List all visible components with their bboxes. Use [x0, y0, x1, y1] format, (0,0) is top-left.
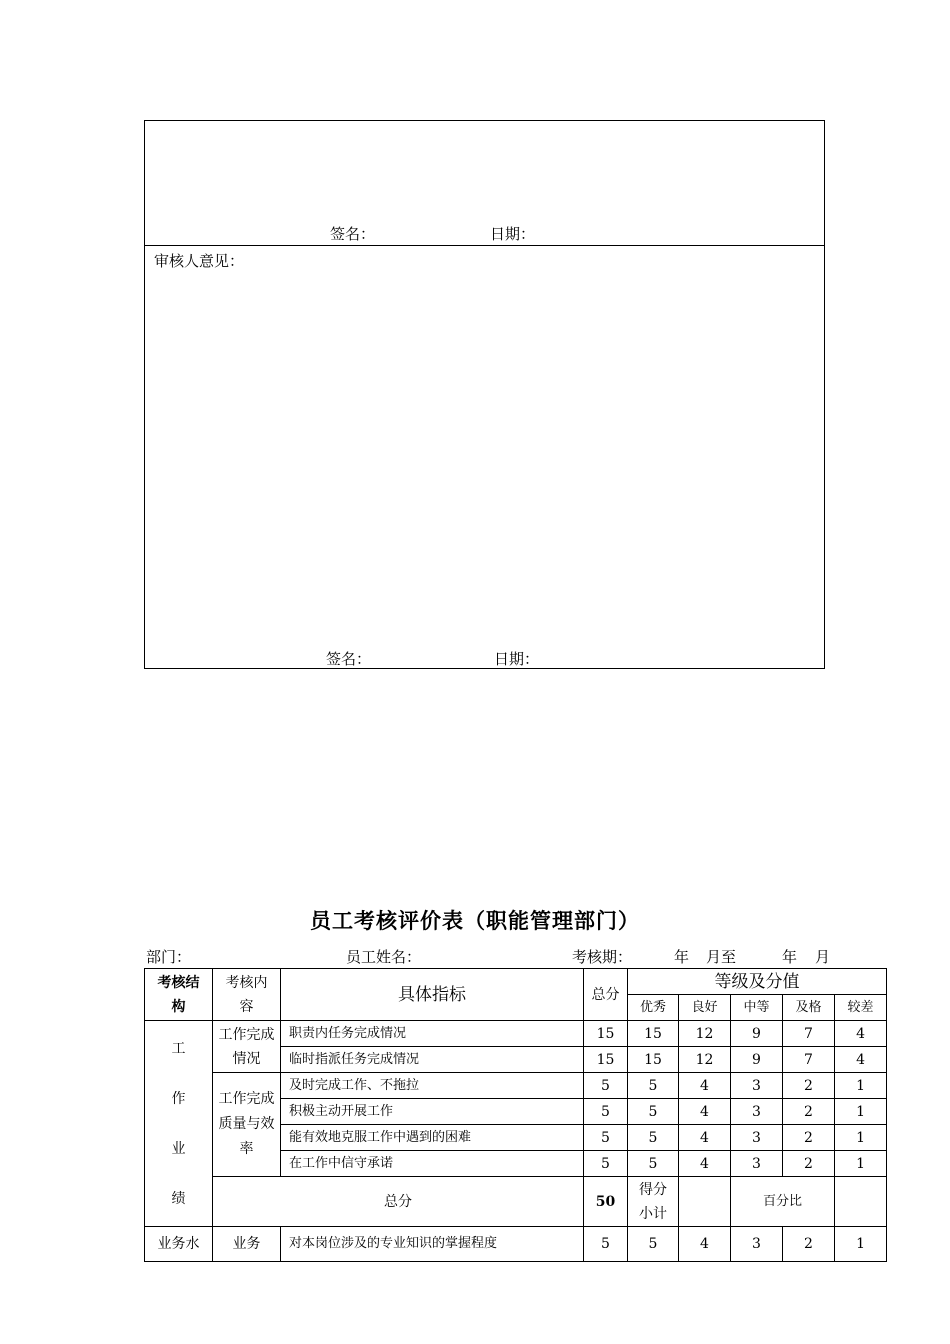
period-month-1: 月至: [706, 948, 737, 966]
period-month-2: 月: [815, 948, 831, 966]
grade-cell: 2: [783, 1227, 835, 1262]
grade-cell: 3: [731, 1227, 783, 1262]
header-indicator: 具体指标: [281, 969, 584, 1021]
grade-excellent: 优秀: [628, 995, 679, 1021]
grade-cell: 7: [783, 1021, 835, 1047]
grade-cell: 12: [679, 1047, 731, 1073]
subtotal-value: [679, 1177, 731, 1227]
subtotal-label: 得分小计: [628, 1177, 679, 1227]
header-row-1: [145, 969, 887, 995]
grade-cell: 5: [628, 1099, 679, 1125]
header-content: 考核内容: [213, 969, 281, 1021]
sig-label-1: 签名：: [330, 225, 376, 243]
grade-cell: 4: [835, 1047, 887, 1073]
header-total: 总分: [584, 969, 628, 1021]
grade-cell: 3: [731, 1125, 783, 1151]
grade-cell: 4: [679, 1099, 731, 1125]
total-cell: 15: [584, 1021, 628, 1047]
period-label: 考核期：: [572, 948, 633, 966]
sum-label: 总分: [213, 1177, 584, 1227]
date-label-1: 日期：: [490, 225, 536, 243]
grade-cell: 4: [835, 1021, 887, 1047]
grade-cell: 3: [731, 1099, 783, 1125]
grade-cell: 7: [783, 1047, 835, 1073]
grade-cell: 1: [835, 1125, 887, 1151]
grade-cell: 1: [835, 1151, 887, 1177]
sig-label-2: 签名：: [326, 650, 372, 668]
grade-cell: 4: [679, 1125, 731, 1151]
grade-cell: 2: [783, 1099, 835, 1125]
grade-cell: 5: [628, 1125, 679, 1151]
sum-row: [145, 1177, 887, 1227]
group-completion: 工作完成情况: [213, 1021, 281, 1073]
grade-cell: 4: [679, 1227, 731, 1262]
grade-cell: 2: [783, 1125, 835, 1151]
period-year-2: 年: [782, 948, 798, 966]
grade-cell: 12: [679, 1021, 731, 1047]
grade-cell: 5: [628, 1151, 679, 1177]
grade-cell: 9: [731, 1047, 783, 1073]
table-row: [145, 1021, 887, 1047]
grade-poor: 较差: [835, 995, 887, 1021]
grade-cell: 2: [783, 1151, 835, 1177]
grade-cell: 2: [783, 1073, 835, 1099]
grade-cell: 1: [835, 1073, 887, 1099]
grade-cell: 4: [679, 1151, 731, 1177]
total-cell: 5: [584, 1073, 628, 1099]
indicator-cell: 职责内任务完成情况: [281, 1021, 584, 1047]
grade-average: 中等: [731, 995, 783, 1021]
indicator-cell: 在工作中信守承诺: [281, 1151, 584, 1177]
sum-value: 50: [584, 1177, 628, 1227]
group-quality-efficiency: 工作完成质量与效率: [213, 1073, 281, 1177]
grade-cell: 5: [628, 1073, 679, 1099]
total-cell: 15: [584, 1047, 628, 1073]
date-label-2: 日期：: [494, 650, 540, 668]
employee-name-label: 员工姓名：: [346, 948, 422, 966]
indicator-cell: 对本岗位涉及的专业知识的掌握程度: [281, 1227, 584, 1262]
grade-cell: 15: [628, 1021, 679, 1047]
page-title: 员工考核评价表（职能管理部门）: [310, 908, 640, 933]
section-work-performance: 工作业绩: [145, 1021, 213, 1227]
header-structure: 考核结构: [145, 969, 213, 1021]
table-row: [145, 1227, 887, 1262]
grade-cell: 1: [835, 1227, 887, 1262]
percent-label: 百分比: [731, 1177, 835, 1227]
total-cell: 5: [584, 1151, 628, 1177]
group-business: 业务: [213, 1227, 281, 1262]
section-business-level: 业务水: [145, 1227, 213, 1262]
total-cell: 5: [584, 1099, 628, 1125]
reviewer-opinion-box: [144, 245, 825, 669]
grade-cell: 5: [628, 1227, 679, 1262]
grade-cell: 15: [628, 1047, 679, 1073]
reviewer-opinion-label: 审核人意见：: [154, 252, 245, 270]
percent-value: [835, 1177, 887, 1227]
indicator-cell: 临时指派任务完成情况: [281, 1047, 584, 1073]
grade-cell: 3: [731, 1151, 783, 1177]
indicator-cell: 及时完成工作、不拖拉: [281, 1073, 584, 1099]
grade-good: 良好: [679, 995, 731, 1021]
period-year-1: 年: [674, 948, 690, 966]
grade-cell: 1: [835, 1099, 887, 1125]
total-cell: 5: [584, 1125, 628, 1151]
grade-cell: 4: [679, 1073, 731, 1099]
grade-cell: 3: [731, 1073, 783, 1099]
indicator-cell: 积极主动开展工作: [281, 1099, 584, 1125]
dept-label: 部门：: [146, 948, 192, 966]
total-cell: 5: [584, 1227, 628, 1262]
signature-box: [144, 120, 825, 246]
grade-cell: 9: [731, 1021, 783, 1047]
indicator-cell: 能有效地克服工作中遇到的困难: [281, 1125, 584, 1151]
grade-pass: 及格: [783, 995, 835, 1021]
table-row: [145, 1073, 887, 1099]
evaluation-table: [144, 968, 887, 1262]
header-grade: 等级及分值: [628, 969, 887, 995]
